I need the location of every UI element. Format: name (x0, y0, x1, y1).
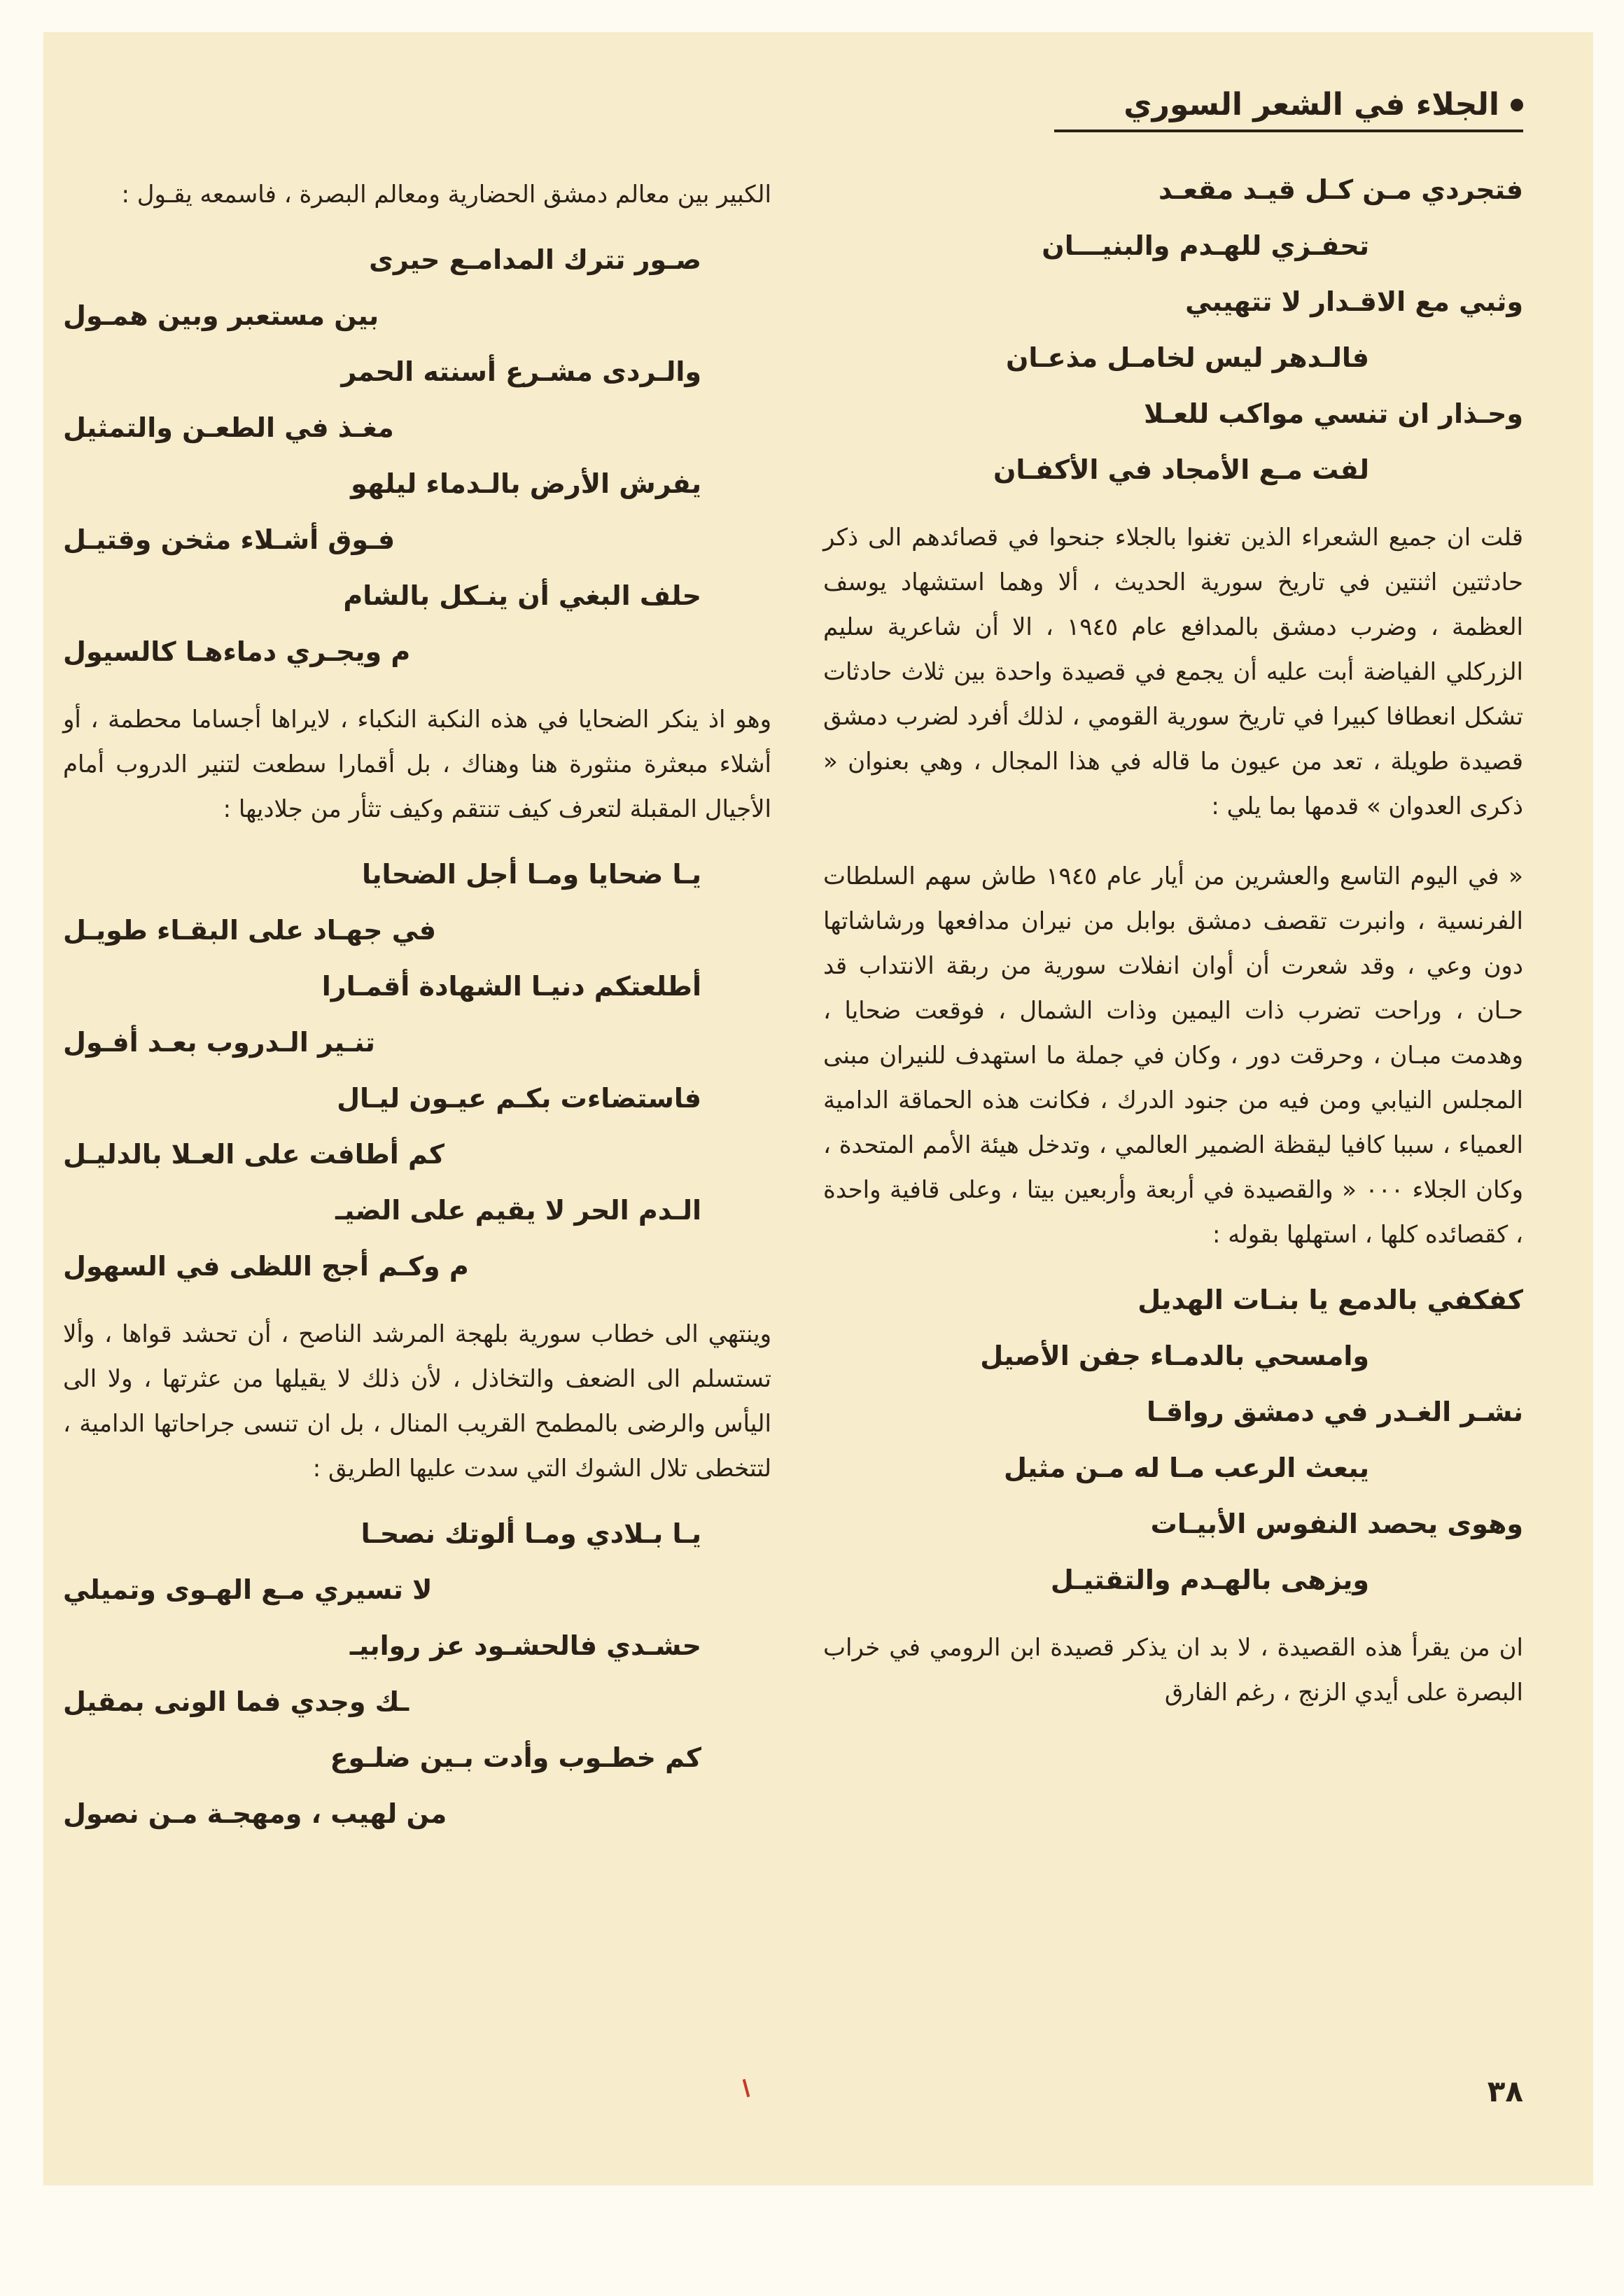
verse-line: م ويجـري دماءهـا كالسيول (63, 636, 411, 667)
verse-line: أطلعتكم دنيـا الشهادة أقمـارا (321, 971, 701, 1002)
paragraph: وينتهي الى خطاب سورية بلهجة المرشد الناصح ، أن تحشد قواها ، وألا تستسلم الى الضعف والتخاذل ، لأن ذلك لا يقيلها من عثرتها ، ولا الى اليأس والرضى بالمطمح القريب المنال ، بل ان تنسى جراحاتها الدامية ، لتتخطى تلال الشوك التي سدت عليها الطريق : (63, 1320, 771, 1483)
verse-line: فاستضاءت بكـم عيـون ليـال (337, 1083, 701, 1114)
paragraph: وهو اذ ينكر الضحايا في هذه النكبة النكباء ، لايراها أجساما محطمة ، أو أشلاء مبعثرة منثورة هنا وهناك ، بل أقمارا سطعت لتنير الدروب أمام الأجيال المقبلة لتعرف كيف تنتقم وكيف تثأر من جلاديها : (63, 706, 771, 823)
verse-line: الـدم الحر لا يقيم على الضيـ (335, 1195, 701, 1226)
verse-line: صـور تترك المدامـع حيرى (369, 244, 701, 275)
verse-line: حلف البغي أن ينـكل بالشام (343, 580, 701, 611)
verse-line: م وكـم أجج اللظى في السهول (63, 1251, 469, 1282)
verse-line: في جهـاد على البقـاء طويـل (63, 915, 437, 946)
verse-line: حشـدي فالحشـود عز روابيـ (349, 1630, 701, 1661)
paragraph: ان من يقرأ هذه القصيدة ، لا بد ان يذكر قصيدة ابن الرومي في خراب البصرة على أيدي الزنج ، رغم الفارق (823, 1634, 1523, 1707)
verse-line: فـوق أشـلاء مثخن وقتيـل (63, 524, 396, 555)
poem-excerpt-4 (63, 857, 771, 1284)
running-header (1054, 87, 1523, 132)
poem-excerpt-2 (823, 1282, 1523, 1597)
verse-line: يبعث الرعب مـا له مـن مثيل (1004, 1452, 1369, 1483)
section-title: الجلاء في الشعر السوري (1124, 87, 1499, 122)
verse-line: وامسحي بالدمـاء جفن الأصيل (980, 1340, 1369, 1371)
verse-line: كفكفي بالدمع يا بنـات الهديل (1138, 1284, 1523, 1315)
ink-mark (743, 2079, 750, 2097)
verse-line: يـا بـلادي ومـا ألوتك نصحـا (360, 1518, 701, 1549)
right-column (823, 172, 1523, 1740)
verse-line: لا تسيري مـع الهـوى وتميلي (63, 1574, 433, 1605)
verse-line: من لهيب ، ومهجـة مـن نصول (63, 1798, 447, 1829)
magazine-page (43, 32, 1593, 2185)
verse-line: فالـدهر ليس لخامـل مذعـان (1005, 342, 1369, 373)
bullet-icon (1511, 99, 1523, 111)
verse-line: مغـذ في الطعـن والتمثيل (63, 412, 394, 443)
verse-line: يـا ضحايا ومـا أجل الضحايا (361, 859, 701, 890)
verse-line: يفرش الأرض بالـدماء ليلهو (351, 468, 701, 499)
verse-line: كم أطافت على العـلا بالدليـل (63, 1139, 444, 1170)
verse-line: بين مستعبر وبين همـول (63, 300, 379, 331)
verse-line: تنـير الـدروب بعـد أفـول (63, 1027, 375, 1058)
verse-line: وثبي مع الاقـدار لا تتهيبي (1185, 286, 1523, 317)
left-column (43, 172, 771, 1859)
verse-line: ويزهى بالهـدم والتقتيـل (1050, 1564, 1369, 1595)
page-number: ٣٨ (1487, 2074, 1523, 2108)
verse-line: ـك وجدي فما الونى بمقيل (63, 1686, 410, 1717)
paragraph: الكبير بين معالم دمشق الحضارية ومعالم البصرة ، فاسمعه يقـول : (121, 181, 771, 209)
poem-excerpt-5 (63, 1516, 771, 1831)
verse-line: كم خطـوب وأدت بـين ضلـوع (330, 1742, 701, 1773)
verse-line: وهوى يحصد النفوس الأبيـات (1150, 1508, 1523, 1539)
verse-line: تحفـزي للهـدم والبنيـــان (1042, 230, 1369, 261)
verse-line: وحـذار ان تنسي مواكب للعـلا (1144, 398, 1523, 429)
verse-line: فتجردي مـن كـل قيـد مقعـد (1158, 174, 1523, 205)
paragraph: قلت ان جميع الشعراء الذين تغنوا بالجلاء جنحوا في قصائدهم الى ذكر حادثتين اثنتين في تاريخ سورية الحديث ، ألا وهما استشهاد يوسف العظمة ، وضرب دمشق بالمدافع عام ١٩٤٥ ، الا أن شاعرية سليم الزركلي الفياضة أبت عليه أن يجمع في قصيدة واحدة بين ثلاث حادثات تشكل انعطافا كبيرا في تاريخ سورية القومي ، لذلك أفرد لضرب دمشق قصيدة طويلة ، تعد من عيون ما قاله في هذا المجال ، وهي بعنوان « ذكرى العدوان » قدمها بما يلي : (823, 524, 1524, 820)
poem-excerpt-3 (63, 242, 771, 669)
verse-line: لفت مـع الأمجاد في الأكفـان (993, 454, 1369, 485)
poem-excerpt-1 (823, 172, 1523, 487)
quoted-paragraph: « في اليوم التاسع والعشرين من أيار عام ١٩٤٥ طاش سهم السلطات الفرنسية ، وانبرت تقصف دمشق بوابل من نيران مدافعها ورشاشاتها دون وعي ، وقد شعرت أن أوان انفلات سورية من ربقة الانتداب قد حـان ، وراحت تضرب ذات اليمين وذات الشمال ، فوقعت ضحايا ، وهدمت مبـان ، وحرقت دور ، وكان في جملة ما استهدف للنيران مبنى المجلس النيابي ومن فيه من جنود الدرك ، فكانت هذه الحماقة الدامية العمياء ، سببا كافيا ليقظة الضمير العالمي ، وتدخل هيئة الأمم المتحدة ، وكان الجلاء ٠٠٠ « والقصيدة في أربعة وأربعين بيتا ، وعلى قافية واحدة ، كقصائده كلها ، استهلها بقوله : (823, 862, 1524, 1249)
verse-line: والـردى مشـرع أسنته الحمر (341, 356, 701, 387)
verse-line: نشـر الغـدر في دمشق رواقـا (1147, 1396, 1523, 1427)
